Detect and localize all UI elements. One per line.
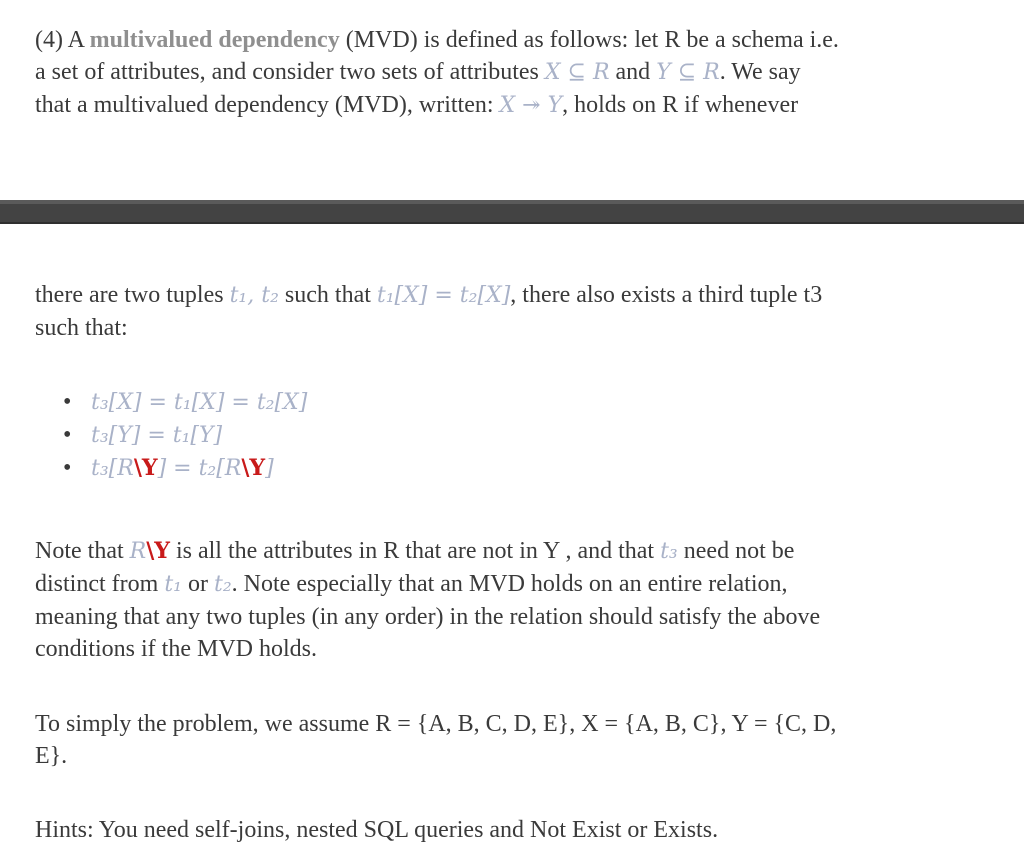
note-line-3: meaning that any two tuples (in any order) in the relation should satisfy the above [35, 604, 821, 630]
math-red-set-difference: \Y [133, 455, 158, 481]
assumption-line-2: E}. [35, 743, 68, 769]
math-condition-3: t₃[R\Y] = t₂[R\Y] [91, 455, 274, 481]
math-t1x-eq-t2x: t₁[X] = t₂[X] [376, 283, 511, 308]
condition-line-1: there are two tuples t₁, t₂ such that t₁[X] = t₂[X], there also exists a third tuple t3 [35, 282, 823, 308]
bullet-icon: • [63, 389, 72, 415]
math-t3: t₃ [660, 539, 678, 564]
conditions-list [35, 386, 307, 485]
math-r: R [129, 539, 147, 564]
note-paragraph [35, 535, 984, 665]
math-t1: t₁ [164, 572, 182, 597]
term-multivalued-dependency: multivalued dependency [89, 27, 340, 53]
list-item [35, 452, 307, 485]
note-line-4: conditions if the MVD holds. [35, 636, 317, 662]
list-item [35, 419, 307, 452]
math-red-set-difference: \Y [241, 455, 266, 481]
math-red-set-difference: \Y [146, 538, 170, 564]
bullet-icon: • [63, 455, 72, 481]
mvd-definition-paragraph [35, 24, 984, 122]
definition-line-3: that a multivalued dependency (MVD), written: X ↠ Y, holds on R if whenever [35, 92, 799, 118]
note-line-2: distinct from t₁ or t₂. Note especially that an MVD holds on an entire relation, [35, 571, 788, 597]
hints-paragraph [35, 814, 984, 846]
math-t2: t₂ [214, 572, 232, 597]
hints-text: Hints: You need self-joins, nested SQL queries and Not Exist or Exists. [35, 817, 719, 843]
math-condition-2: t₃[Y] = t₁[Y] [91, 423, 223, 448]
math-t1-t2: t₁, t₂ [229, 283, 279, 308]
assumption-paragraph [35, 708, 984, 772]
math-mvd-notation: X ↠ Y [499, 93, 563, 118]
separator-bar [0, 200, 1024, 224]
list-item [35, 386, 307, 419]
definition-line-1: (4) A multivalued dependency (MVD) is defined as follows: let R be a schema i.e. [35, 27, 839, 53]
bullet-icon: • [63, 422, 72, 448]
definition-line-2: a set of attributes, and consider two sets of attributes X ⊆ R and Y ⊆ R. We say [35, 59, 801, 85]
tuple-condition-paragraph [35, 279, 984, 344]
math-x-subset-r: X ⊆ R [544, 60, 610, 85]
math-y-subset-r: Y ⊆ R [656, 60, 720, 85]
note-line-1: Note that R\Y is all the attributes in R that are not in Y , and that t₃ need not be [35, 538, 795, 564]
math-condition-1: t₃[X] = t₁[X] = t₂[X] [91, 390, 308, 415]
assumption-line-1: To simply the problem, we assume R = {A, B, C, D, E}, X = {A, B, C}, Y = {C, D, [35, 711, 837, 737]
condition-line-2: such that: [35, 315, 128, 341]
